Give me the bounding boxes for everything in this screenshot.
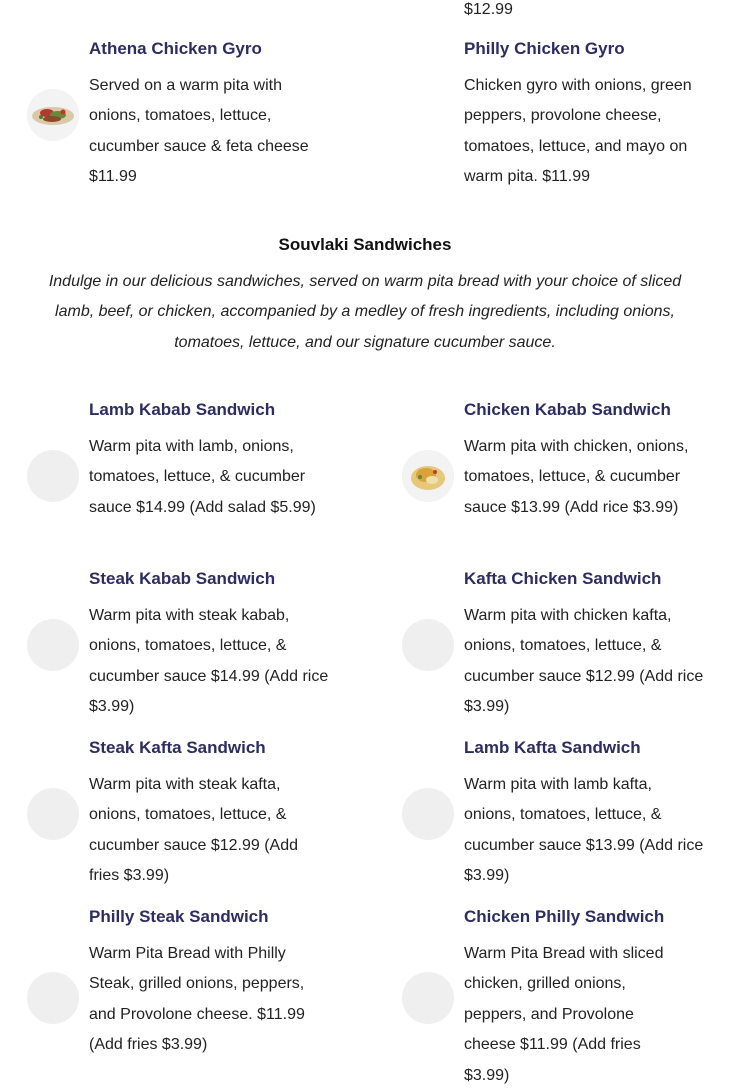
kafta-chicken-description: Warm pita with chicken kafta, onions, tomatoes, lettuce, & cucumber sauce $12.99 (Add rice $3.99) (464, 607, 704, 716)
chicken-kabab-title[interactable]: Chicken Kabab Sandwich (464, 400, 671, 419)
philly-gyro-description: Chicken gyro with onions, green peppers, provolone cheese, tomatoes, lettuce, and mayo on warm pita. $11.99 (464, 77, 692, 186)
lamb-kafta-title[interactable]: Lamb Kafta Sandwich (464, 738, 641, 757)
philly-steak-image[interactable] (27, 972, 79, 1024)
steak-kafta-title[interactable]: Steak Kafta Sandwich (89, 738, 266, 757)
kafta-chicken-title[interactable]: Kafta Chicken Sandwich (464, 569, 662, 588)
lamb-kafta-description: Warm pita with lamb kafta, onions, tomatoes, lettuce, & cucumber sauce $13.99 (Add rice $3.99) (464, 776, 704, 885)
gyro-photo-icon (27, 89, 79, 141)
kafta-chicken-image[interactable] (402, 619, 454, 671)
philly-gyro-title[interactable]: Philly Chicken Gyro (464, 39, 625, 58)
philly-steak-title[interactable]: Philly Steak Sandwich (89, 907, 269, 926)
sandwich-photo-icon (402, 450, 454, 502)
steak-kafta-image[interactable] (27, 788, 79, 840)
chicken-philly-description: Warm Pita Bread with sliced chicken, grilled onions, peppers, and Provolone cheese $11.99 (Add fries $3.99) (464, 945, 664, 1084)
lamb-kabab-image[interactable] (27, 450, 79, 502)
steak-kafta-description: Warm pita with steak kafta, onions, tomatoes, lettuce, & cucumber sauce $12.99 (Add fries $3.99) (89, 776, 299, 885)
steak-kabab-description: Warm pita with steak kabab, onions, tomatoes, lettuce, & cucumber sauce $14.99 (Add rice $3.99) (89, 607, 329, 716)
lamb-kafta-image[interactable] (402, 788, 454, 840)
athena-gyro-description: Served on a warm pita with onions, tomatoes, lettuce, cucumber sauce & feta cheese $11.99 (89, 77, 309, 186)
lamb-kabab-title[interactable]: Lamb Kabab Sandwich (89, 400, 276, 419)
previous-item-price: $12.99 (464, 1, 513, 18)
chicken-philly-title[interactable]: Chicken Philly Sandwich (464, 907, 665, 926)
athena-gyro-title[interactable]: Athena Chicken Gyro (89, 39, 262, 58)
lamb-kabab-description: Warm pita with lamb, onions, tomatoes, lettuce, & cucumber sauce $14.99 (Add salad $5.99) (89, 438, 316, 516)
chicken-philly-image[interactable] (402, 972, 454, 1024)
steak-kabab-title[interactable]: Steak Kabab Sandwich (89, 569, 276, 588)
section-intro: Indulge in our delicious sandwiches, served on warm pita bread with your choice of sliced lamb, beef, or chicken, accompanied by a medley of fresh ingredients, including onions, tomatoes, lettuce, and our signature cucumber sauce. (48, 273, 682, 351)
athena-gyro-image[interactable] (27, 89, 79, 141)
chicken-kabab-image[interactable] (402, 450, 454, 502)
steak-kabab-image[interactable] (27, 619, 79, 671)
section-title: Souvlaki Sandwiches (278, 235, 452, 254)
philly-steak-description: Warm Pita Bread with Philly Steak, grilled onions, peppers, and Provolone cheese. $11.99 (Add fries $3.99) (89, 945, 305, 1054)
chicken-kabab-description: Warm pita with chicken, onions, tomatoes, lettuce, & cucumber sauce $13.99 (Add rice $3.99) (464, 438, 689, 516)
